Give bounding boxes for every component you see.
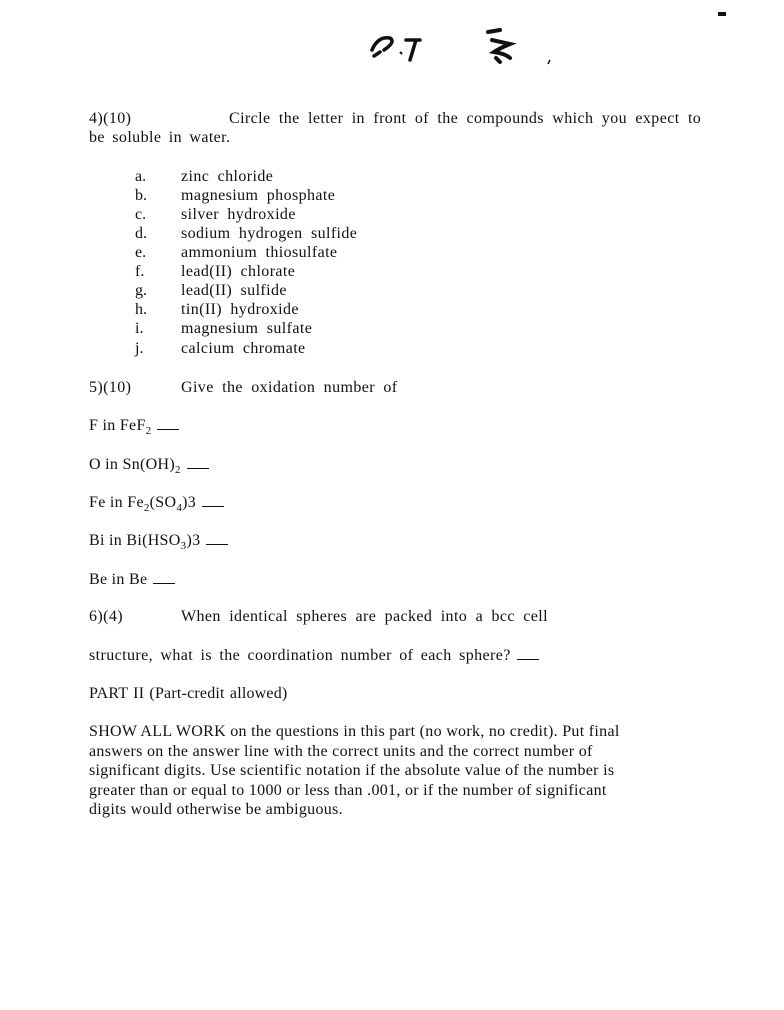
q6-prompt: When identical spheres are packed into a bcc cell bbox=[181, 608, 548, 625]
q5-prompt: Give the oxidation number of bbox=[181, 379, 398, 396]
ox-label: O in Sn(OH) bbox=[89, 456, 175, 473]
option-text: ammonium thiosulfate bbox=[181, 244, 338, 261]
option-text: tin(II) hydroxide bbox=[181, 301, 299, 318]
option-letter[interactable]: e. bbox=[135, 244, 147, 261]
q6-prompt-line2: structure, what is the coordination number of each sphere? bbox=[89, 647, 511, 664]
option-text: sodium hydrogen sulfide bbox=[181, 225, 358, 242]
option-letter[interactable]: b. bbox=[135, 187, 147, 204]
ox-label-mid: (SO bbox=[149, 494, 177, 511]
option-letter[interactable]: f. bbox=[135, 263, 145, 280]
option-text: magnesium phosphate bbox=[181, 187, 336, 204]
q6-number: 6)(4) bbox=[89, 608, 123, 625]
instruction-line: digits would otherwise be ambiguous. bbox=[89, 801, 343, 818]
option-letter[interactable]: a. bbox=[135, 168, 147, 185]
q5-number: 5)(10) bbox=[89, 379, 132, 396]
ox-label-end: )3 bbox=[182, 494, 197, 511]
option-letter[interactable]: c. bbox=[135, 206, 147, 223]
option-letter[interactable]: g. bbox=[135, 282, 147, 299]
scan-mark bbox=[718, 12, 726, 16]
option-text: magnesium sulfate bbox=[181, 320, 313, 337]
q4-number: 4)(10) bbox=[89, 110, 132, 127]
instruction-line: SHOW ALL WORK on the questions in this part (no work, no credit). Put final bbox=[89, 723, 620, 740]
ox-item-fe2so43 bbox=[89, 493, 224, 518]
ox-subscript: 4 bbox=[176, 502, 183, 515]
ox-label: Fe in Fe bbox=[89, 494, 144, 511]
option-text: lead(II) chlorate bbox=[181, 263, 296, 280]
part2-instructions bbox=[89, 722, 729, 820]
ox-label: F in FeF bbox=[89, 417, 146, 434]
ox-subscript: 2 bbox=[145, 425, 152, 438]
handwritten-score bbox=[360, 12, 560, 72]
ox-subscript: 2 bbox=[143, 502, 150, 515]
part2-heading: PART II (Part-credit allowed) bbox=[89, 685, 288, 702]
ox-label: Be in Be bbox=[89, 571, 148, 588]
ox-subscript: 3 bbox=[180, 540, 187, 553]
q4-prompt-cont: be soluble in water. bbox=[89, 129, 231, 146]
ox-item-fef2 bbox=[89, 416, 179, 441]
option-text: zinc chloride bbox=[181, 168, 274, 185]
option-text: silver hydroxide bbox=[181, 206, 296, 223]
q4-prompt: Circle the letter in front of the compounds which you expect to bbox=[229, 110, 702, 127]
option-letter[interactable]: i. bbox=[135, 320, 144, 337]
ox-item-snoh2 bbox=[89, 455, 209, 480]
answer-blank[interactable] bbox=[153, 571, 175, 584]
answer-blank[interactable] bbox=[202, 494, 224, 507]
instruction-line: answers on the answer line with the correct units and the correct number of bbox=[89, 742, 593, 760]
q6-prompt-cont bbox=[89, 646, 539, 665]
option-text: lead(II) sulfide bbox=[181, 282, 287, 299]
option-letter[interactable]: h. bbox=[135, 301, 147, 318]
ox-subscript: 2 bbox=[174, 464, 181, 477]
ox-label-end: )3 bbox=[186, 532, 201, 549]
option-text: calcium chromate bbox=[181, 340, 306, 357]
answer-blank[interactable] bbox=[187, 456, 209, 469]
answer-blank[interactable] bbox=[517, 647, 539, 660]
instruction-line: significant digits. Use scientific notation if the absolute value of the number is bbox=[89, 762, 615, 779]
answer-blank[interactable] bbox=[157, 417, 179, 430]
option-letter[interactable]: d. bbox=[135, 225, 147, 242]
instruction-line: greater than or equal to 1000 or less than .001, or if the number of significant bbox=[89, 781, 607, 799]
ox-item-be bbox=[89, 570, 175, 589]
ox-item-bihso33 bbox=[89, 531, 228, 556]
answer-blank[interactable] bbox=[206, 532, 228, 545]
ox-label: Bi in Bi(HSO bbox=[89, 532, 181, 549]
option-letter[interactable]: j. bbox=[135, 340, 144, 357]
